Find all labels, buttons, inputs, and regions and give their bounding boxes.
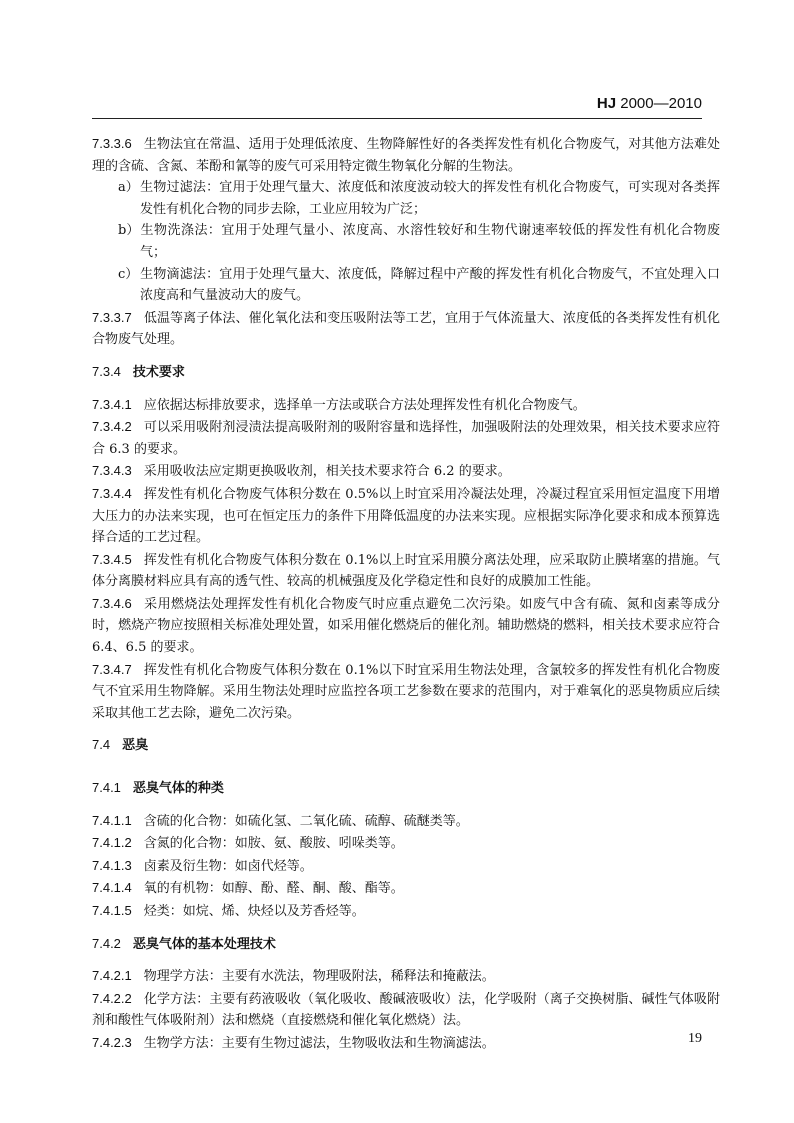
clause-text: 烃类：如烷、烯、炔烃以及芳香烃等。 [143, 904, 365, 919]
clause-number: 7.3.4.5 [92, 551, 132, 567]
clause-number: 7.4.1.1 [92, 812, 132, 828]
clause-paragraph [92, 988, 720, 1032]
clause-text: 应依据达标排放要求，选择单一方法或联合方法处理挥发性有机化合物废气。 [143, 397, 586, 413]
clause-text: 可以采用吸附剂浸渍法提高吸附剂的吸附容量和选择性，加强吸附法的处理效果，相关技术要求应符合 6.3 的要求。 [92, 420, 720, 457]
clause-text: 挥发性有机化合物废气体积分数在 0.5%以上时宜采用冷凝法处理，冷凝过程宜采用恒定温度下用增大压力的办法来实现，也可在恒定压力的条件下用降低温度的办法来实现。应根据实际净化要求和成本预算选择合适的工艺过程。 [92, 486, 720, 546]
clause-text: 低温等离子体法、催化氧化法和变压吸附法等工艺，宜用于气体流量大、浓度低的各类挥发性有机化合物废气处理。 [92, 310, 720, 348]
section-spacer [92, 384, 720, 394]
clause-paragraph [92, 460, 720, 483]
header-rule [92, 118, 702, 119]
list-item [92, 177, 720, 220]
clause-text: 卤素及衍生物：如卤代烃等。 [143, 858, 313, 874]
section-heading [92, 734, 720, 757]
list-item-label: b） [118, 223, 140, 239]
page-number: 19 [688, 1031, 702, 1046]
clause-paragraph [92, 307, 720, 351]
clause-number: 7.3.3.7 [92, 309, 132, 325]
section-heading [92, 933, 720, 956]
clause-paragraph [92, 877, 720, 900]
standard-year: 2000—2010 [620, 95, 702, 112]
clause-number: 7.4.1.2 [92, 835, 132, 851]
clause-text: 氧的有机物：如醇、酚、醛、酮、酸、酯等。 [143, 881, 404, 897]
clause-paragraph [92, 900, 720, 923]
section-spacer [92, 955, 720, 965]
clause-paragraph [92, 855, 720, 878]
clause-number: 7.3.4.3 [92, 463, 132, 479]
clause-paragraph [92, 593, 720, 659]
clause-text: 化学方法：主要有药液吸收（氧化吸收、酸碱液吸收）法，化学吸附（离子交换树脂、碱性气体吸附剂和酸性气体吸附剂）法和燃烧（直接燃烧和催化氧化燃烧）法。 [92, 991, 720, 1029]
clause-text: 生物法宜在常温、适用于处理低浓度、生物降解性好的各类挥发性有机化合物废气，对其他方法难处理的含硫、含氮、苯酚和氰等的废气可采用特定微生物氧化分解的生物法。 [92, 137, 720, 174]
list-item-text: 生物洗涤法：宜用于处理气量小、浓度高、水溶性较好和生物代谢速率较低的挥发性有机化合物废气； [140, 223, 720, 260]
clause-text: 含氮的化合物：如胺、氨、酸胺、吲哚类等。 [143, 836, 404, 852]
clause-number: 7.3.3.6 [92, 136, 132, 151]
clause-paragraph [92, 483, 720, 549]
list-item [92, 264, 720, 307]
clause-paragraph [92, 133, 720, 177]
clause-paragraph [92, 659, 720, 725]
clause-number: 7.4.1.3 [92, 857, 132, 873]
heading-title: 恶臭 [122, 738, 149, 754]
clause-text: 物理学方法：主要有水洗法，物理吸附法，稀释法和掩蔽法。 [143, 969, 495, 985]
list-item [92, 220, 720, 263]
list-item-label: a） [118, 180, 139, 196]
clause-number: 7.3.4.2 [92, 419, 132, 435]
section-spacer [92, 767, 720, 777]
clause-number: 7.3.4.4 [92, 485, 132, 501]
clause-number: 7.4.1.4 [92, 880, 132, 896]
list-item-text: 生物过滤法：宜用于处理气量大、浓度低和浓度波动较大的挥发性有机化合物废气，可实现对各类挥发性有机化合物的同步去除，工业应用较为广泛； [140, 180, 720, 217]
heading-title: 恶臭气体的种类 [132, 781, 224, 797]
heading-number: 7.4 [92, 737, 111, 753]
section-spacer [92, 757, 720, 767]
clause-paragraph [92, 394, 720, 417]
clause-text: 采用吸收法应定期更换吸收剂，相关技术要求符合 6.2 的要求。 [143, 464, 511, 480]
section-spacer [92, 724, 720, 734]
clause-paragraph [92, 832, 720, 855]
heading-number: 7.3.4 [92, 363, 121, 379]
standard-code: HJ [596, 95, 617, 112]
clause-text: 挥发性有机化合物废气体积分数在 0.1%以上时宜采用膜分离法处理，应采取防止膜堵塞的措施。气体分离膜材料应具有高的透气性、较高的机械强度及化学稳定性和良好的成膜加工性能。 [92, 552, 720, 590]
list-item-label: c） [118, 266, 139, 282]
clause-number: 7.3.4.1 [92, 396, 132, 412]
heading-title: 恶臭气体的基本处理技术 [132, 936, 276, 952]
section-spacer [92, 800, 720, 810]
clause-number: 7.4.2.3 [92, 1034, 132, 1050]
section-spacer [92, 923, 720, 933]
clause-text: 生物学方法：主要有生物过滤法，生物吸收法和生物滴滤法。 [143, 1035, 495, 1051]
section-heading [92, 361, 720, 384]
clause-number: 7.3.4.7 [92, 661, 132, 677]
clause-paragraph [92, 965, 720, 988]
document-body [92, 133, 720, 1055]
heading-number: 7.4.2 [92, 935, 121, 951]
document-header [597, 95, 702, 112]
clause-text: 采用燃烧法处理挥发性有机化合物废气时应重点避免二次污染。如废气中含有硫、氮和卤素等成分时，燃烧产物应按照相关标准处理处置，如采用催化燃烧后的催化剂。辅助燃烧的燃料，相关技术要求应符合 6.4、6.5 的要求。 [92, 596, 720, 656]
clause-paragraph [92, 810, 720, 833]
clause-text: 挥发性有机化合物废气体积分数在 0.1%以下时宜采用生物法处理，含氯较多的挥发性有机化合物废气不宜采用生物降解。采用生物法处理时应监控各项工艺参数在要求的范围内，对于难氧化的恶臭物质应后续采取其他工艺去除，避免二次污染。 [92, 662, 720, 721]
clause-paragraph [92, 549, 720, 593]
clause-number: 7.3.4.6 [92, 595, 132, 611]
heading-title: 技术要求 [132, 364, 185, 380]
clause-number: 7.4.2.2 [92, 990, 132, 1006]
heading-number: 7.4.1 [92, 780, 121, 796]
list-item-text: 生物滴滤法：宜用于处理气量大、浓度低，降解过程中产酸的挥发性有机化合物废气，不宜处理入口浓度高和气量波动大的废气。 [140, 266, 720, 304]
section-heading [92, 777, 720, 800]
clause-number: 7.4.1.5 [92, 903, 132, 918]
clause-paragraph [92, 1032, 720, 1055]
clause-text: 含硫的化合物：如硫化氢、二氧化硫、硫醇、硫醚类等。 [143, 813, 469, 829]
section-spacer [92, 351, 720, 361]
clause-paragraph [92, 416, 720, 460]
clause-number: 7.4.2.1 [92, 968, 132, 984]
